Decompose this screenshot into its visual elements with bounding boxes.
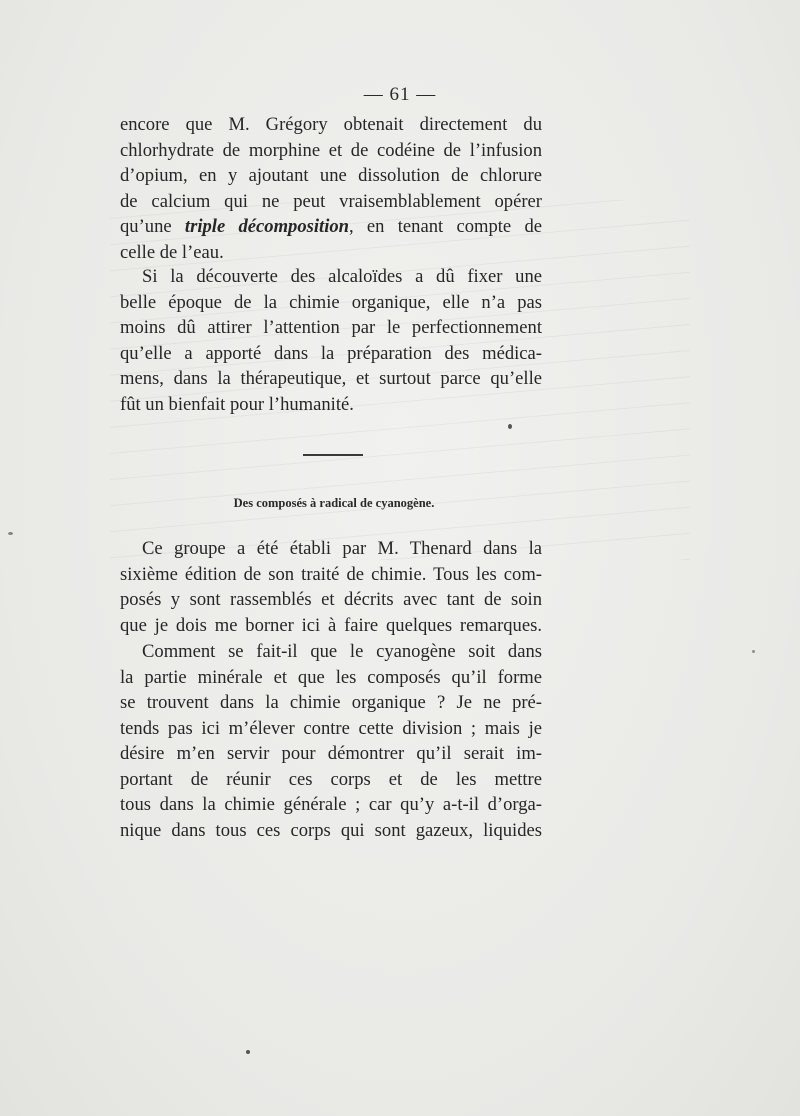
section-heading: Des composés à radical de cyanogène. xyxy=(233,496,435,510)
text-line-with-emphasis xyxy=(120,214,542,240)
text-line: la partie minérale et que les composés qu’il forme xyxy=(120,666,542,688)
text-line: moins dû attirer l’attention par le perfectionnement xyxy=(120,317,542,338)
paragraph-1 xyxy=(120,112,542,265)
paragraph-4 xyxy=(120,639,542,843)
text-line: mens, dans la thérapeutique, et surtout parce qu’elle xyxy=(120,368,542,389)
text-line: posés y sont rassemblés et décrits avec tant de soin xyxy=(120,589,542,610)
text-line: se trouvent dans la chimie organique ? Je ne pré- xyxy=(120,692,542,713)
paragraph-2 xyxy=(120,264,542,417)
section-divider xyxy=(303,454,363,456)
page-number: — 61 — xyxy=(363,84,437,105)
text-line: celle de l’eau. xyxy=(120,241,224,263)
text-line: encore que M. Grégory obtenait directement du xyxy=(120,114,542,135)
paper-speck xyxy=(752,650,755,653)
text-line: d’opium, en y ajoutant une dissolution de chlorure xyxy=(120,165,542,186)
text-line: Ce groupe a été établi par M. Thenard dans la xyxy=(142,538,542,559)
text-line: désire m’en servir pour démontrer qu’il serait im- xyxy=(120,743,542,764)
paper-speck xyxy=(8,532,13,535)
text-line: Si la découverte des alcaloïdes a dû fixer une xyxy=(142,266,542,287)
text-line: qu’elle a apporté dans la préparation des médica- xyxy=(120,342,542,364)
text-line: sixième édition de son traité de chimie. Tous les com- xyxy=(120,563,542,585)
text-line: Comment se fait-il que le cyanogène soit dans xyxy=(142,641,542,662)
emphasized-term: triple décomposition xyxy=(184,216,350,237)
paragraph-3 xyxy=(120,536,542,638)
text-line: belle époque de la chimie organique, elle n’a pas xyxy=(120,291,542,313)
text-line: de calcium qui ne peut vraisemblablement opérer xyxy=(120,190,542,212)
paper-speck xyxy=(246,1050,250,1054)
text-fragment: qu’une xyxy=(120,216,172,237)
text-line: portant de réunir ces corps et de les mettre xyxy=(120,768,542,790)
text-line: chlorhydrate de morphine et de codéine de l’infusion xyxy=(120,139,542,161)
text-line: nique dans tous ces corps qui sont gazeux, liquides xyxy=(120,819,542,841)
text-fragment: , en tenant compte de xyxy=(349,216,542,237)
text-line: tends pas ici m’élever contre cette division ; mais je xyxy=(120,717,542,739)
paper-speck xyxy=(508,424,512,429)
text-line: que je dois me borner ici à faire quelques remarques. xyxy=(120,614,542,636)
text-line: fût un bienfait pour l’humanité. xyxy=(120,393,354,415)
text-line: tous dans la chimie générale ; car qu’y a-t-il d’orga- xyxy=(120,794,542,815)
